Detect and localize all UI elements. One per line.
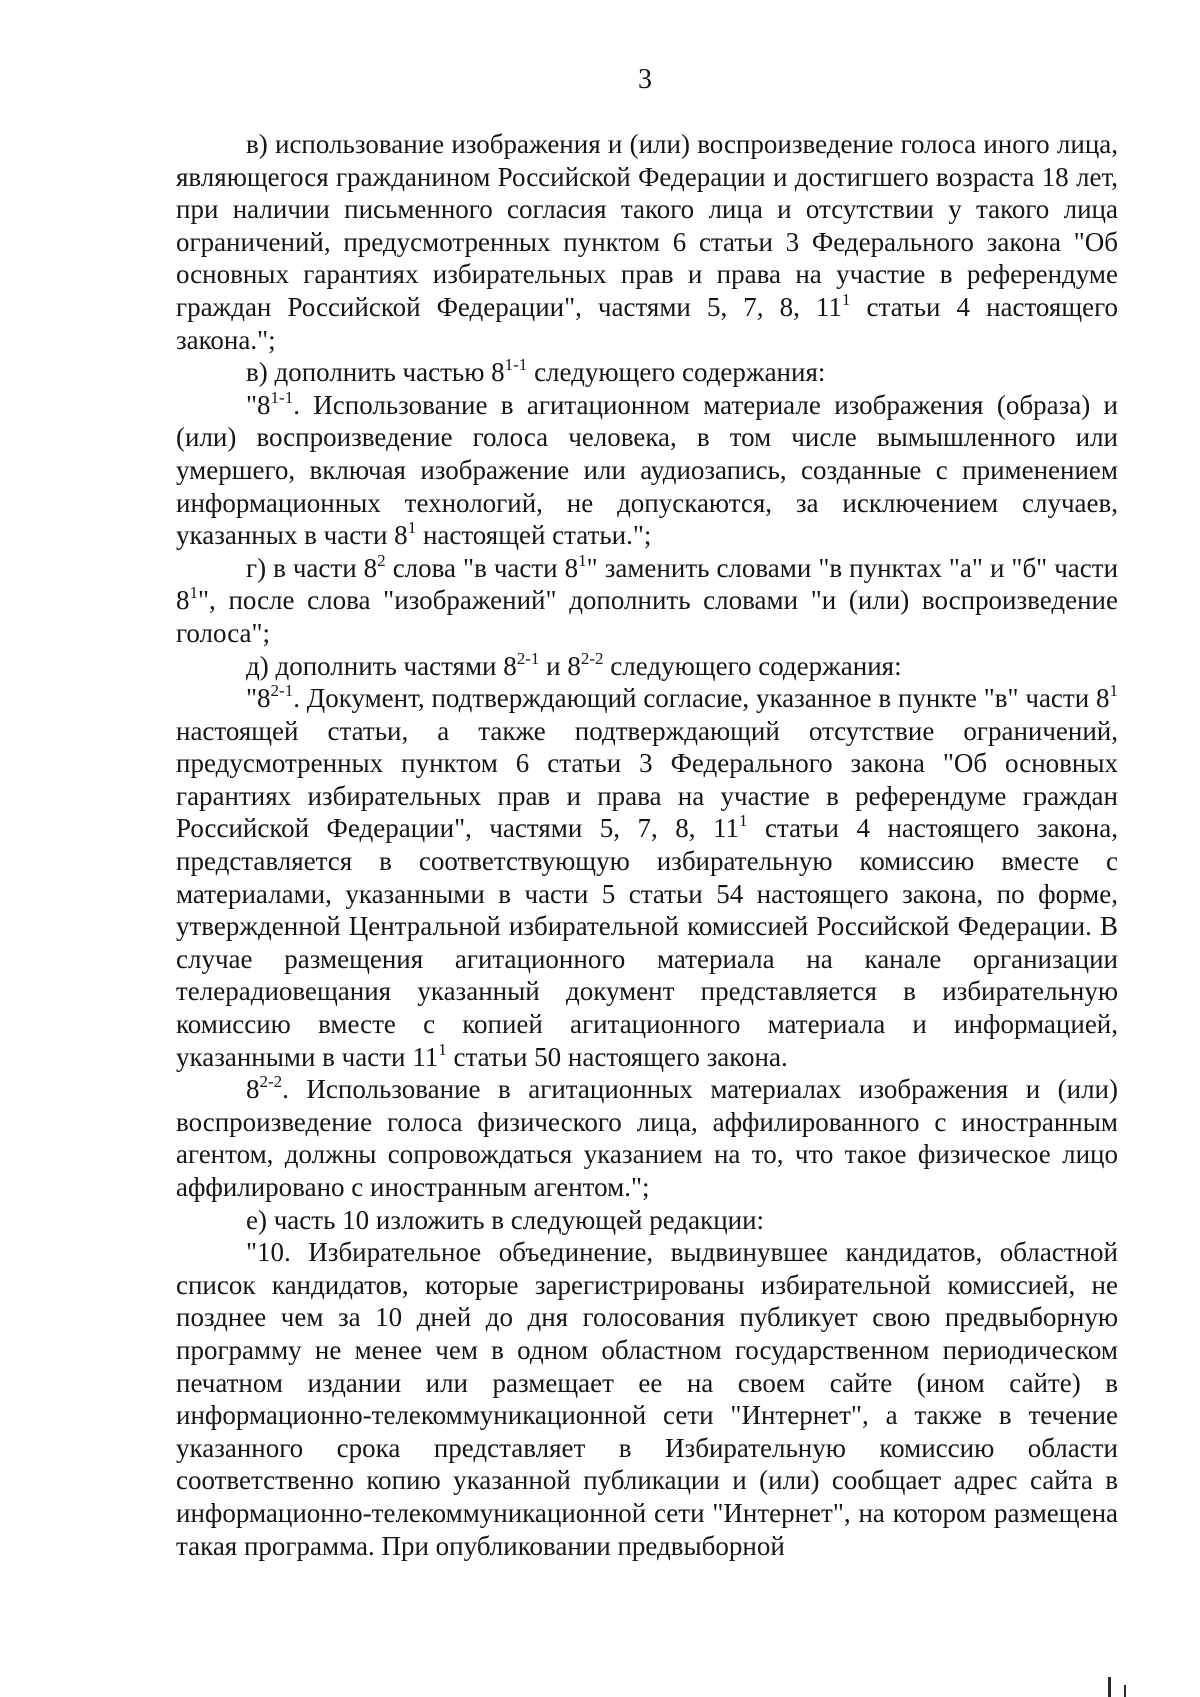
text-run: в) дополнить частью 8 bbox=[246, 357, 505, 388]
text-run: в) использование изображения и (или) воспроизведение голоса иного лица, являющегося гражданином Российской Федерации и достигшего возраста 18 лет, при наличии письменного согласия такого лица и отсутствии у такого лица ограничений, предусмотренных пунктом 6 статьи 3 Федерального закона "Об основных гарантиях избирательных прав и права на участие в референдуме граждан Российской Федерации", частями 5, 7, 8, 11 bbox=[176, 129, 1118, 322]
text-run: статьи 50 настоящего закона. bbox=[446, 1041, 788, 1072]
superscript: 1 bbox=[438, 1039, 447, 1059]
text-run: статьи 4 настоящего закона."; bbox=[176, 291, 1119, 355]
text-run: " заменить словами "в пунктах "а" и "б" части 8 bbox=[176, 552, 1119, 616]
superscript: 1 bbox=[189, 583, 198, 603]
text-run: настоящей статьи, а также подтверждающий отсутствие ограничений, предусмотренных пунктом 6 статьи 3 Федерального закона "Об основных гарантиях избирательных прав и права на участие в референдуме граждан Российской Федерации", частями 5, 7, 8, 11 bbox=[176, 715, 1118, 844]
text-run: и 8 bbox=[539, 650, 581, 681]
scan-edge-mark bbox=[1108, 1677, 1111, 1697]
superscript: 2 bbox=[377, 550, 386, 570]
paragraph-g bbox=[176, 552, 1118, 650]
text-run: г) в части 8 bbox=[246, 552, 378, 583]
superscript: 2-2 bbox=[580, 648, 604, 668]
text-run: статьи 4 настоящего закона, представляется в соответствующую избирательную комиссию вместе с материалами, указанными в части 5 статьи 54 настоящего закона, по форме, утвержденной Центральной избирательной комиссией Российской Федерации. В случае размещения агитационного материала на канале организации телерадиовещания указанный документ представляется в избирательную комиссию вместе с копией агитационного материала и информацией, указанными в части 11 bbox=[176, 813, 1118, 1072]
superscript: 1 bbox=[739, 811, 748, 831]
text-run: д) дополнить частями 8 bbox=[246, 650, 517, 681]
text-run: . Использование в агитационных материалах изображения и (или) воспроизведение голоса физического лица, аффилированного с иностранным агентом, должны сопровождаться указанием на то, что такое физическое лицо аффилировано с иностранным агентом."; bbox=[176, 1074, 1118, 1202]
superscript: 1-1 bbox=[504, 355, 528, 375]
text-run: е) часть 10 изложить в следующей редакции: bbox=[246, 1204, 765, 1235]
text-run: ", после слова "изображений" дополнить словами "и (или) воспроизведение голоса"; bbox=[176, 585, 1118, 648]
text-run: слова "в части 8 bbox=[385, 552, 579, 583]
superscript: 2-2 bbox=[259, 1072, 283, 1092]
paragraph-d bbox=[176, 650, 1118, 683]
paragraph-part-8-1-1 bbox=[176, 389, 1118, 552]
text-run: 8 bbox=[246, 1074, 260, 1105]
superscript: 1 bbox=[578, 550, 587, 570]
text-run: следующего содержания: bbox=[527, 357, 826, 388]
paragraph-v-use-of-image bbox=[176, 128, 1118, 356]
text-run: "8 bbox=[246, 389, 271, 420]
paragraph-v-add-part bbox=[176, 356, 1118, 389]
superscript: 2-1 bbox=[270, 681, 294, 701]
superscript: 1 bbox=[407, 518, 417, 538]
superscript: 2-1 bbox=[516, 648, 540, 668]
scan-edge-mark bbox=[1124, 1685, 1126, 1697]
text-run: следующего содержания: bbox=[603, 650, 902, 681]
superscript: 1 bbox=[1109, 681, 1118, 701]
text-run: "8 bbox=[246, 683, 271, 714]
document-body bbox=[176, 128, 1118, 1562]
paragraph-e bbox=[176, 1204, 1118, 1237]
superscript: 1-1 bbox=[270, 387, 294, 407]
paragraph-part-10 bbox=[176, 1236, 1118, 1562]
superscript: 1 bbox=[841, 289, 851, 309]
text-run: настоящей статьи."; bbox=[416, 520, 652, 551]
text-run: . Использование в агитационном материале изображения (образа) и (или) воспроизведение голоса человека, в том числе вымышленного или умершего, включая изображение или аудиозапись, созданные с применением информационных технологий, не допускаются, за исключением случаев, указанных в части 8 bbox=[176, 389, 1118, 551]
paragraph-part-8-2-1 bbox=[176, 682, 1118, 1073]
text-run: "10. Избирательное объединение, выдвинувшее кандидатов, областной список кандидатов, которые зарегистрированы избирательной комиссией, не позднее чем за 10 дней до дня голосования публикует свою предвыборную программу не менее чем в одном областном государственном периодическом печатном издании или размещает ее на своем сайте (ином сайте) в информационно-телекоммуникационной сети "Интернет", а также в течение указанного срока представляет в Избирательную комиссию области соответственно копию указанной публикации и (или) сообщает адрес сайта в информационно-телекоммуникационной сети "Интернет", на котором размещена такая программа. При опубликовании предвыборной bbox=[176, 1237, 1118, 1561]
text-run: . Документ, подтверждающий согласие, указанное в пункте "в" части 8 bbox=[293, 683, 1110, 714]
paragraph-part-8-2-2 bbox=[176, 1073, 1118, 1203]
page-number: 3 bbox=[638, 64, 652, 95]
